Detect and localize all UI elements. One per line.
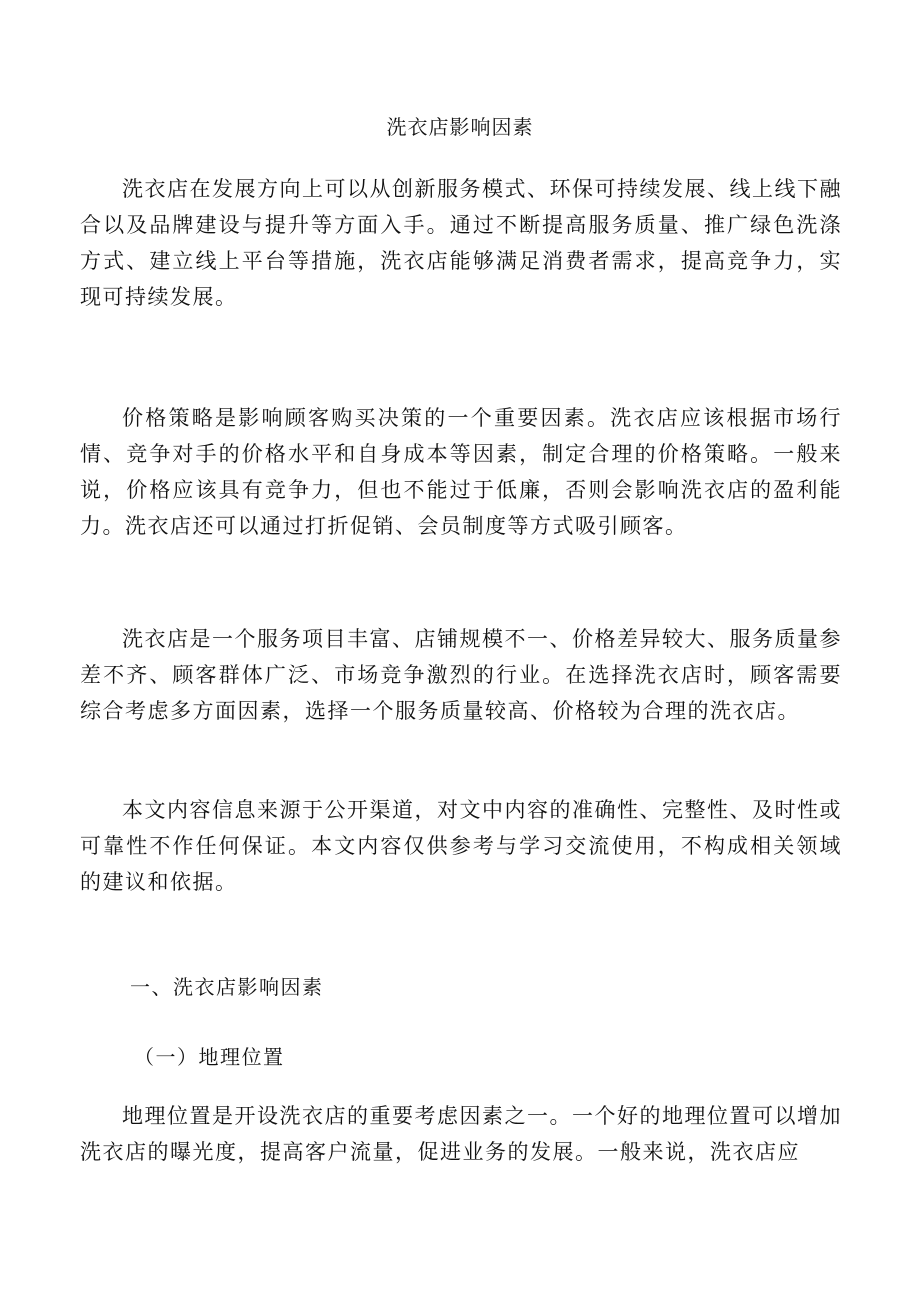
paragraph-disclaimer: 本文内容信息来源于公开渠道，对文中内容的准确性、完整性、及时性或可靠性不作任何保证。本文内容仅供参考与学习交流使用，不构成相关领域的建议和依据。	[80, 798, 842, 894]
paragraph-location: 地理位置是开设洗衣店的重要考虑因素之一。一个好的地理位置可以增加洗衣店的曝光度，提高客户流量，促进业务的发展。一般来说，洗衣店应	[80, 1104, 842, 1164]
paragraph-industry: 洗衣店是一个服务项目丰富、店铺规模不一、价格差异较大、服务质量参差不齐、顾客群体广泛、市场竞争激烈的行业。在选择洗衣店时，顾客需要综合考虑多方面因素，选择一个服务质量较高、价格较为合理的洗衣店。	[80, 627, 842, 723]
paragraph-development: 洗衣店在发展方向上可以从创新服务模式、环保可持续发展、线上线下融合以及品牌建设与提升等方面入手。通过不断提高服务质量、推广绿色洗涤方式、建立线上平台等措施，洗衣店能够满足消费者需求，提高竞争力，实现可持续发展。	[80, 177, 842, 309]
document-title: 洗衣店影响因素	[386, 115, 534, 139]
paragraph-pricing: 价格策略是影响顾客购买决策的一个重要因素。洗衣店应该根据市场行情、竞争对手的价格水平和自身成本等因素，制定合理的价格策略。一般来说，价格应该具有竞争力，但也不能过于低廉，否则会影响洗衣店的盈利能力。洗衣店还可以通过打折促销、会员制度等方式吸引顾客。	[80, 406, 842, 538]
subsection-heading: （一）地理位置	[134, 1045, 285, 1069]
section-heading: 一、洗衣店影响因素	[130, 975, 324, 999]
